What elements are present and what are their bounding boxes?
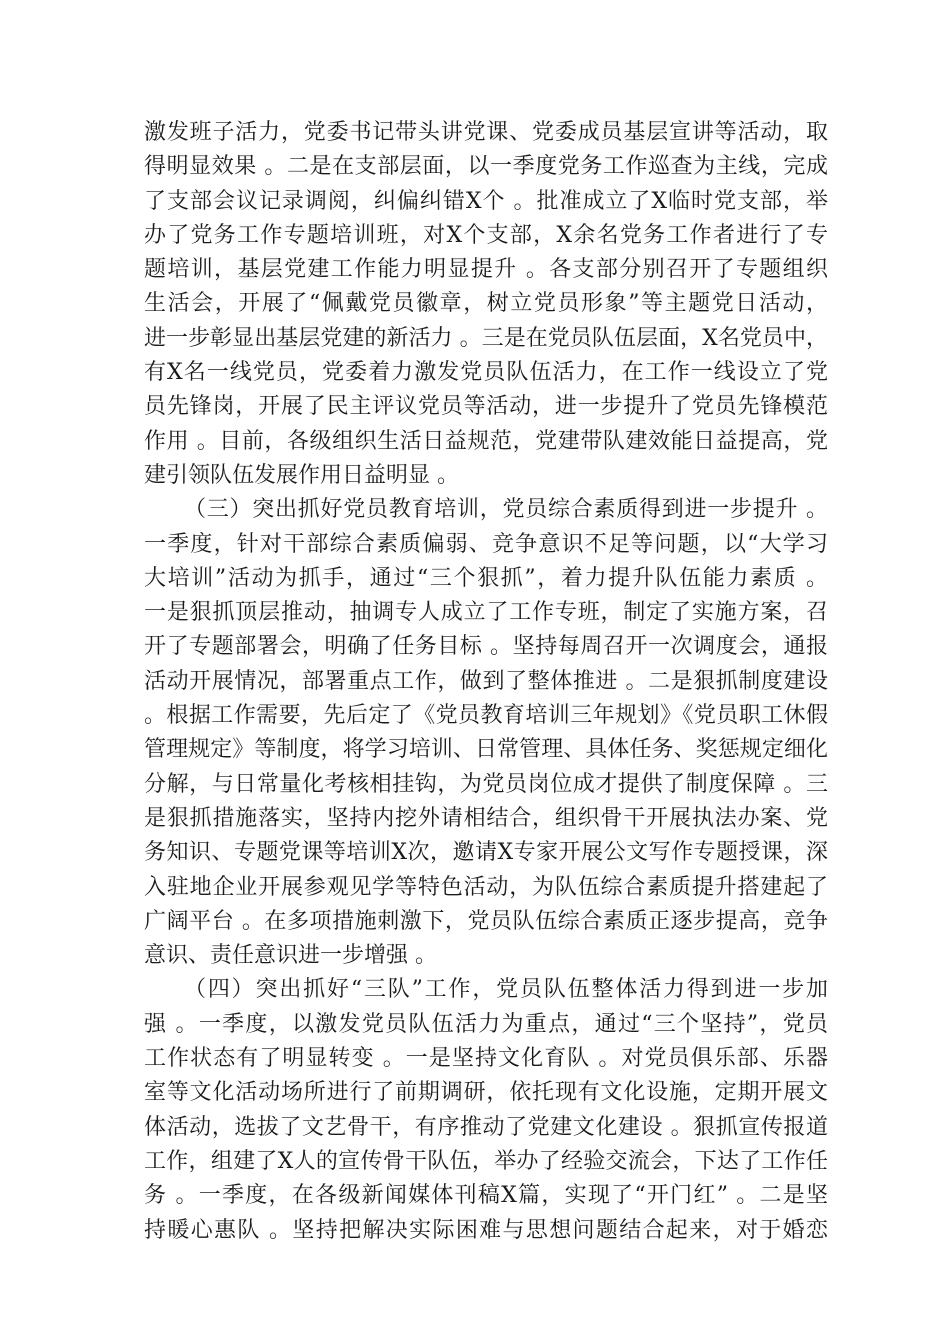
text-line: 开了专题部署会，明确了任务目标 。坚持每周召开一次调度会，通报: [144, 634, 828, 660]
text-line: 。根据工作需要，先后定了《党员教育培训三年规划》《党员职工休假: [144, 703, 828, 729]
text-line: 一是狠抓顶层推动，抽调专人成立了工作专班，制定了实施方案，召: [144, 600, 828, 626]
text-line: 是狠抓措施落实，坚持内挖外请相结合，组织骨干开展执法办案、党: [144, 805, 828, 831]
text-line: 有X名一线党员，党委着力激发党员队伍活力，在工作一线设立了党: [144, 360, 828, 386]
text-line: 管理规定》等制度，将学习培训、日常管理、具体任务、奖惩规定细化: [144, 737, 828, 763]
text-line: 室等文化活动场所进行了前期调研，依托现有文化设施，定期开展文: [144, 1080, 828, 1106]
text-line: 题培训，基层党建工作能力明显提升 。各支部分别召开了专题组织: [144, 257, 828, 283]
text-line: 工作状态有了明显转变 。一是坚持文化育队 。对党员俱乐部、乐器: [144, 1046, 828, 1072]
text-line: 办了党务工作专题培训班，对X个支部，X余名党务工作者进行了专: [144, 222, 828, 248]
text-line: 务知识、专题党课等培训X次，邀请X专家开展公文写作专题授课，深: [144, 840, 828, 866]
text-line: 激发班子活力，党委书记带头讲党课、党委成员基层宣讲等活动，取: [144, 120, 828, 145]
section-heading-line: （四）突出抓好“三队”工作，党员队伍整体活力得到进一步加: [184, 977, 828, 1003]
text-line: 体活动，选拔了文艺骨干，有序推动了党建文化建设 。狠抓宣传报道: [144, 1114, 828, 1140]
text-line: 建引领队伍发展作用日益明显 。: [144, 462, 459, 488]
document-body: [144, 116, 828, 1248]
text-line: 得明显效果 。二是在支部层面，以一季度党务工作巡查为主线，完成: [144, 154, 828, 180]
text-line: 工作，组建了X人的宣传骨干队伍，举办了经验交流会，下达了工作任: [144, 1148, 828, 1174]
text-line: 持暖心惠队 。坚持把解决实际困难与思想问题结合起来，对于婚恋: [144, 1217, 828, 1243]
text-line: 大培训”活动为抓手，通过“三个狠抓”，着力提升队伍能力素质 。: [144, 565, 828, 591]
text-line: 意识、责任意识进一步增强 。: [144, 943, 437, 969]
text-line: 员先锋岗，开展了民主评议党员等活动，进一步提升了党员先锋模范: [144, 394, 828, 420]
text-line: 作用 。目前，各级组织生活日益规范，党建带队建效能日益提高，党: [144, 428, 828, 454]
text-line: 广阔平台 。在多项措施刺激下，党员队伍综合素质正逐步提高，竞争: [144, 908, 828, 934]
text-line: 进一步彰显出基层党建的新活力 。三是在党员队伍层面，X名党员中，: [144, 325, 828, 351]
text-line: 生活会，开展了“佩戴党员徽章，树立党员形象”等主题党日活动，: [144, 291, 828, 317]
text-line: 一季度，针对干部综合素质偏弱、竞争意识不足等问题，以“大学习: [144, 531, 828, 557]
text-line: 务 。一季度，在各级新闻媒体刊稿X篇，实现了“开门红” 。二是坚: [144, 1183, 828, 1209]
text-line: 强 。一季度，以激发党员队伍活力为重点，通过“三个坚持”，党员: [144, 1011, 828, 1037]
text-line: 入驻地企业开展参观见学等特色活动，为队伍综合素质提升搭建起了: [144, 874, 828, 900]
text-line: 分解，与日常量化考核相挂钩，为党员岗位成才提供了制度保障 。三: [144, 771, 828, 797]
section-heading-line: （三）突出抓好党员教育培训，党员综合素质得到进一步提升 。: [184, 497, 828, 523]
text-line: 了支部会议记录调阅，纠偏纠错X个 。批准成立了X临时党支部，举: [144, 188, 828, 214]
text-line: 活动开展情况，部署重点工作，做到了整体推进 。二是狠抓制度建设: [144, 668, 828, 694]
